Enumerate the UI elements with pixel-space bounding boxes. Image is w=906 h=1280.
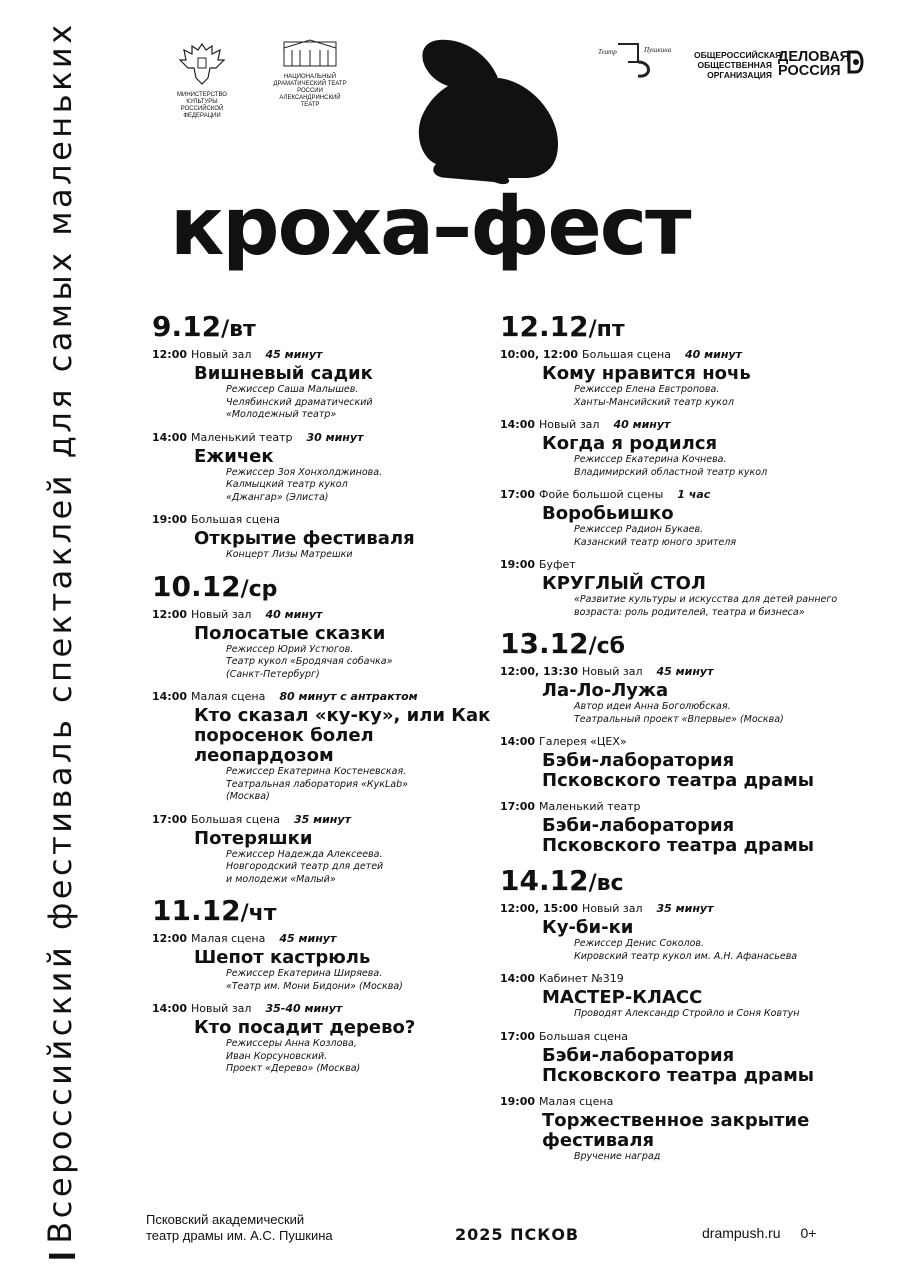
event-description-line: Проводят Александр Стройло и Соня Ковтун <box>574 1008 800 1019</box>
event-time: 17:00 <box>152 812 188 826</box>
event-venue: Маленький театр <box>539 800 641 813</box>
event-description-line: (Санкт-Петербург) <box>226 668 320 680</box>
event-duration: 40 минут <box>685 348 742 361</box>
vertical-festival-title <box>41 21 79 1258</box>
event-item <box>500 417 850 479</box>
event-item <box>500 1094 850 1164</box>
event-meta <box>152 347 502 362</box>
event-description-line: Новгородский театр для детей <box>226 861 384 872</box>
event-duration: 45 минут <box>265 348 323 361</box>
event-meta <box>500 417 850 432</box>
day-weekday: /вс <box>588 871 624 896</box>
event-duration: 45 минут <box>656 665 714 678</box>
theatre-building-icon <box>270 38 350 70</box>
footer-contacts <box>702 1225 816 1241</box>
festival-subtitle: Всероссийский фестиваль спектаклей для самых маленьких <box>41 21 79 1244</box>
event-meta <box>500 799 850 814</box>
event-item <box>500 347 850 409</box>
event-title: Полосатые сказки <box>194 622 386 644</box>
day-date: 11.12 <box>152 894 241 927</box>
day-heading <box>500 310 850 347</box>
event-meta <box>500 1029 850 1044</box>
event-item <box>152 689 502 804</box>
event-venue: Новый зал <box>191 607 252 621</box>
event-description-line: Театральный проект «Впервые» (Москва) <box>574 713 784 725</box>
footer-theatre-line1: Псковский академический <box>146 1212 305 1227</box>
alexandrinsky-logo-text: НАЦИОНАЛЬНЫЙ ДРАМАТИЧЕСКИЙ ТЕАТР РОССИИ АЛЕКСАНДРИНСКИЙ ТЕАТР <box>273 74 347 108</box>
day-weekday: /пт <box>588 317 625 342</box>
event-description-line: «Джангар» (Элиста) <box>226 491 329 503</box>
event-venue: Новый зал <box>582 665 643 678</box>
day-weekday: /ср <box>240 576 278 602</box>
event-title: Кому нравится ночь <box>542 363 751 384</box>
event-time: 14:00 <box>152 1002 188 1015</box>
footer-theatre-line2: театр драмы им. А.С. Пушкина <box>146 1228 333 1243</box>
footer-year-city: 2025 ПСКОВ <box>455 1225 580 1244</box>
event-meta <box>152 1001 502 1016</box>
event-description-line: Челябинский драматический <box>226 396 373 408</box>
footer-site-link[interactable]: drampush.ru <box>702 1225 781 1241</box>
festival-title: кроха–фест <box>170 180 690 273</box>
event-description-line: Концерт Лизы Матрешки <box>226 549 353 560</box>
event-item <box>152 931 502 993</box>
event-description-line: возраста: роль родителей, театра и бизнеса» <box>574 606 805 618</box>
event-title: Ла-Ло-Лужа <box>542 680 669 701</box>
event-time: 12:00, 15:00 <box>500 902 579 915</box>
event-description-line: Театр кукол «Бродячая собачка» <box>226 656 393 667</box>
event-item <box>152 812 502 887</box>
event-time: 14:00 <box>152 690 188 703</box>
event-time: 14:00 <box>500 972 536 985</box>
event-meta <box>500 487 850 502</box>
event-description-line: Режиссер Надежда Алексеева. <box>226 848 383 860</box>
event-time: 14:00 <box>152 430 188 444</box>
event-venue: Новый зал <box>191 348 252 361</box>
day-heading <box>500 627 850 664</box>
event-title: Ку-би-ки <box>542 917 634 938</box>
event-title: Потеряшки <box>194 827 313 849</box>
event-venue: Большая сцена <box>582 348 671 361</box>
event-venue: Новый зал <box>539 418 600 431</box>
day-date: 14.12 <box>500 864 589 897</box>
event-description-line: Автор идеи Анна Боголюбская. <box>574 701 731 712</box>
event-time: 17:00 <box>500 488 536 501</box>
alexandrinsky-logo <box>270 38 350 109</box>
event-description-line: (Москва) <box>226 791 270 802</box>
day-heading <box>500 864 850 901</box>
event-duration: 30 минут <box>306 430 364 444</box>
event-time: 12:00 <box>152 607 188 621</box>
event-item <box>500 901 850 963</box>
day-date: 12.12 <box>500 310 589 343</box>
event-title: Бэби-лаборатория Псковского театра драмы <box>542 815 815 856</box>
day-heading <box>152 570 502 607</box>
event-time: 14:00 <box>500 418 536 431</box>
event-venue: Новый зал <box>582 902 643 915</box>
eagle-emblem-icon <box>172 38 232 88</box>
event-item <box>500 734 850 791</box>
event-description-line: Режиссеры Анна Козлова, <box>226 1038 357 1049</box>
event-venue: Кабинет №319 <box>539 972 624 985</box>
event-description-line: Режиссер Саша Малышев. <box>226 384 359 395</box>
event-title: Воробьишко <box>542 503 674 524</box>
event-duration: 35-40 минут <box>265 1002 343 1015</box>
event-venue: Маленький театр <box>191 430 293 444</box>
day-date: 9.12 <box>152 310 222 343</box>
event-meta <box>500 664 850 679</box>
event-duration: 80 минут с антрактом <box>279 690 418 703</box>
event-venue: Малая сцена <box>539 1094 614 1108</box>
event-title: КРУГЛЫЙ СТОЛ <box>542 573 706 594</box>
svg-text:Пушкина: Пушкина <box>644 46 672 54</box>
event-description-line: Режиссер Денис Соколов. <box>574 938 705 949</box>
footer-age-rating: 0+ <box>800 1225 817 1241</box>
event-description-line: «Развитие культуры и искусства для детей раннего <box>574 594 838 605</box>
event-description-line: и молодежи «Малый» <box>226 873 336 885</box>
ministry-logo-text: МИНИСТЕРСТВО КУЛЬТУРЫ РОССИЙСКОЙ ФЕДЕРАЦИИ <box>177 92 227 119</box>
rabbit-silhouette-icon <box>408 36 566 186</box>
event-venue: Галерея «ЦЕХ» <box>539 735 627 748</box>
event-item <box>152 1001 502 1076</box>
event-venue: Малая сцена <box>191 932 266 945</box>
event-time: 19:00 <box>500 558 536 571</box>
event-venue: Малая сцена <box>191 690 266 703</box>
event-description-line: Калмыцкий театр кукол <box>226 479 348 490</box>
event-duration: 45 минут <box>279 932 337 945</box>
event-time: 12:00, 13:30 <box>500 665 579 678</box>
event-meta <box>152 430 502 445</box>
event-meta <box>152 512 502 527</box>
event-venue: Новый зал <box>191 1002 252 1015</box>
event-item <box>152 607 502 682</box>
event-description-line: Режиссер Юрий Устюгов. <box>226 643 354 655</box>
event-meta <box>152 689 502 704</box>
event-time: 14:00 <box>500 735 536 748</box>
pushkin-theatre-logo-icon <box>598 40 678 80</box>
event-meta <box>500 901 850 916</box>
event-duration: 40 минут <box>265 607 323 621</box>
ministry-logo <box>172 38 232 120</box>
event-meta <box>152 812 502 827</box>
event-meta <box>500 971 850 986</box>
event-description-line: Театральная лаборатория «КукLab» <box>226 778 408 790</box>
event-item <box>152 430 502 505</box>
event-item <box>500 557 850 619</box>
event-time: 12:00 <box>152 932 188 945</box>
event-meta <box>500 1094 850 1109</box>
delovaya-rossiya-logo <box>694 50 866 80</box>
event-description-line: Режиссер Екатерина Кочнева. <box>574 454 727 465</box>
event-title: Открытие фестиваля <box>194 528 415 549</box>
event-title: Шепот кастрюль <box>194 947 371 968</box>
event-title: МАСТЕР-КЛАСС <box>542 987 703 1008</box>
day-date: 13.12 <box>500 627 589 660</box>
footer-theatre-name <box>146 1212 333 1244</box>
event-description-line: «Театр им. Мони Бидони» (Москва) <box>226 980 403 992</box>
event-time: 12:00 <box>152 348 188 361</box>
event-time: 10:00, 12:00 <box>500 348 579 361</box>
event-description-line: Режиссер Екатерина Костеневская. <box>226 766 407 777</box>
event-time: 19:00 <box>152 513 188 526</box>
event-title: Бэби-лаборатория Псковского театра драмы <box>542 750 815 791</box>
event-duration: 1 час <box>677 488 711 501</box>
event-title: Бэби-лаборатория Псковского театра драмы <box>542 1044 815 1086</box>
event-description-line: Вручение наград <box>574 1150 661 1162</box>
event-title: Торжественное закрытие фестиваля <box>542 1109 810 1151</box>
event-item <box>500 664 850 726</box>
day-weekday: /сб <box>588 634 626 659</box>
event-time: 17:00 <box>500 800 536 813</box>
event-meta <box>500 347 850 362</box>
delovaya-mark-icon <box>846 50 866 74</box>
event-title: Кто сказал «ку-ку», или Как поросенок болел леопардозом <box>194 705 491 766</box>
event-time: 17:00 <box>500 1029 536 1043</box>
day-heading <box>152 894 502 931</box>
event-item <box>500 487 850 549</box>
event-meta <box>500 734 850 749</box>
schedule-right-column <box>500 310 850 1171</box>
event-time: 19:00 <box>500 1094 536 1108</box>
event-title: Вишневый садик <box>194 363 373 384</box>
event-description-line: Ханты-Мансийский театр кукол <box>574 396 734 408</box>
event-description-line: Казанский театр юного зрителя <box>574 536 737 548</box>
event-duration: 35 минут <box>656 902 714 915</box>
event-duration: 40 минут <box>613 418 671 431</box>
schedule-left-column <box>152 310 502 1084</box>
event-item <box>500 1029 850 1086</box>
event-venue: Большая сцена <box>539 1029 628 1043</box>
day-date: 10.12 <box>152 569 241 603</box>
day-weekday: /вт <box>221 317 256 342</box>
svg-text:Театр: Театр <box>598 48 617 56</box>
event-duration: 35 минут <box>293 812 351 826</box>
event-description-line: Проект «Дерево» (Москва) <box>226 1063 361 1074</box>
event-venue: Большая сцена <box>191 812 280 826</box>
event-venue: Фойе большой сцены <box>539 488 664 501</box>
event-description-line: Владимирский областной театр кукол <box>574 466 768 478</box>
delovaya-org-text: ОБЩЕРОССИЙСКАЯ ОБЩЕСТВЕННАЯ ОРГАНИЗАЦИЯ <box>694 50 782 80</box>
event-venue: Буфет <box>539 558 576 571</box>
event-item <box>500 971 850 1021</box>
day-weekday: /чт <box>240 901 277 926</box>
event-title: Когда я родился <box>542 433 718 454</box>
event-venue: Большая сцена <box>191 513 280 526</box>
event-title: Ежичек <box>194 445 274 467</box>
event-description-line: «Молодежный театр» <box>226 409 337 420</box>
numeral-bar <box>49 1254 75 1259</box>
event-description-line: Кировский театр кукол им. А.Н. Афанасьева <box>574 950 798 962</box>
event-description-line: Иван Корсуновский. <box>226 1050 328 1062</box>
event-description-line: Режиссер Екатерина Ширяева. <box>226 968 383 979</box>
day-heading <box>152 310 502 347</box>
event-item <box>152 512 502 562</box>
event-meta <box>152 607 502 622</box>
event-description-line: Режиссер Зоя Хонхолджинова. <box>226 466 383 478</box>
event-item <box>152 347 502 422</box>
event-meta <box>152 931 502 946</box>
event-description-line: Режиссер Радион Букаев. <box>574 524 704 535</box>
event-description-line: Режиссер Елена Евстропова. <box>574 384 720 395</box>
event-title: Кто посадит дерево? <box>194 1017 416 1038</box>
event-meta <box>500 557 850 572</box>
delovaya-name-text: ДЕЛОВАЯ РОССИЯ <box>778 49 851 79</box>
event-item <box>500 799 850 856</box>
